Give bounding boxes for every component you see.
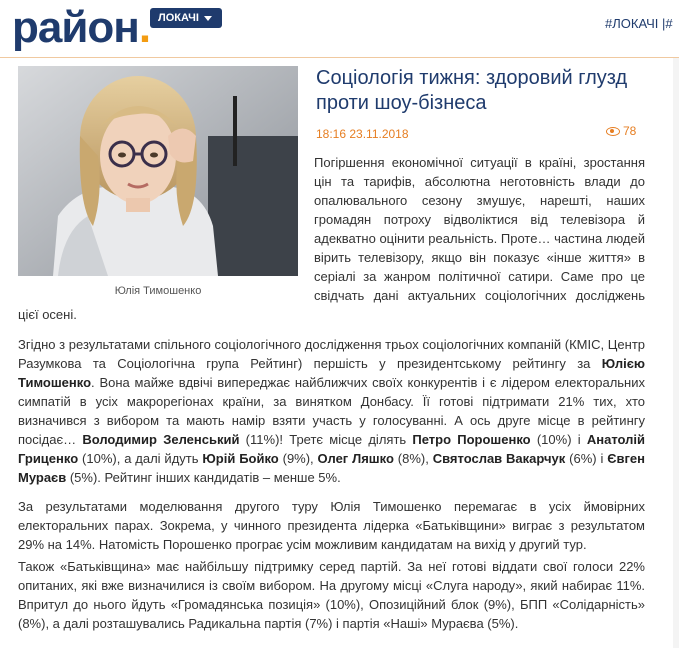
article-paragraph-1 — [18, 335, 645, 487]
candidate-link-tymoshenko[interactable]: Юлією Тимошенко — [18, 356, 645, 390]
candidate-link-liashko[interactable]: Олег Ляшко — [317, 451, 394, 466]
photo-caption: Юлія Тимошенко — [114, 285, 202, 297]
lead-paragraph: Погіршення економічної ситуації в країні, зростання цін та тарифів, абсолютна неготовність влади до опалювального сезону змушує, нарешті, наших громадян потроху відволіктися від телевізора й адекватно оцінити реальність. Проте… частина людей вірить телевізору, якщо він показує «інше життя» в серіалі за жанром політичної сатири. Саме про це свідчать дані актуальних соціологічних досліджень цієї осені. — [18, 155, 645, 322]
paragraph-text: Згідно з результатами спільного соціологічного дослідження трьох соціологічних компаній (КМІС, Центр Разумкова та Соціологічна група Рейтинг) першість у президентському рейтингу за — [18, 337, 645, 371]
scrollbar-track[interactable] — [673, 58, 679, 648]
header-divider — [0, 57, 679, 58]
logo-text: район — [12, 3, 139, 52]
header-tag-link[interactable]: #ЛОКАЧІ |# — [605, 16, 673, 31]
article-lead — [18, 153, 645, 324]
candidate-link-boiko[interactable]: Юрій Бойко — [202, 451, 279, 466]
paragraph-text: (6%) і — [565, 451, 608, 466]
paragraph-text: (11%)! Третє місце ділять — [239, 432, 413, 447]
view-count-value: 78 — [623, 124, 637, 138]
site-logo[interactable] — [12, 2, 150, 54]
candidate-link-vakarchuk[interactable]: Святослав Вакарчук — [432, 451, 566, 466]
locality-dropdown-button[interactable] — [150, 8, 222, 28]
article-title: Соціологія тижня: здоровий глузд проти шоу-бізнеса — [316, 67, 628, 114]
paragraph-text: (5%). Рейтинг інших кандидатів – менше 5%. — [66, 470, 341, 485]
locality-label: ЛОКАЧІ — [158, 12, 199, 24]
chevron-down-icon — [204, 16, 212, 21]
article-paragraph-3: Також «Батьківщина» має найбільшу підтримку серед партій. За неї готові віддати свої голоси 22% опитаних, які вже визначилися із своїм вибором. На другому місці «Слуга народу», який набирає 11%. Впритул до нього йдуть «Громадянська позиція» (10%), Опозиційний блок (9%), БПП «Солідарність» (8%), а далі розташувались Радикальна партія (7%) і партія «Наші» Мураєва (5%). — [18, 559, 645, 631]
paragraph-text: . Вона майже вдвічі випереджає найближчих своїх конкурентів і є лідером електоральних симпатій в усіх макрорегіонах країни, за винятком Донбасу. Її готові підтримати 21% тих, хто визначився з вибором та мають намір взяти участь у голосуванні. А ось друге місце в рейтингу посідає… — [18, 375, 645, 447]
article-datetime: 18:16 23.11.2018 — [316, 127, 409, 141]
article-paragraph-2: За результатами моделювання другого туру Юлія Тимошенко перемагає в усіх ймовірних електоральних парах. Зокрема, у чинного президента лідерка «Батьківщини» виграє з результатом 29% на 14%. Натомість Порошенко програє усім можливим кандидатам на вихід у другий тур. — [18, 499, 645, 552]
paragraph-text: (9%), — [278, 451, 318, 466]
candidate-link-zelensky[interactable]: Володимир Зеленський — [82, 432, 240, 447]
candidate-link-poroshenko[interactable]: Петро Порошенко — [412, 432, 531, 447]
view-count — [606, 124, 636, 138]
eye-icon — [606, 127, 620, 136]
site-header — [0, 0, 679, 58]
paragraph-text: (10%), а далі йдуть — [78, 451, 203, 466]
candidate-link-muraiev[interactable]: Євген Мураєв — [18, 451, 645, 485]
logo-dot: . — [138, 3, 151, 52]
paragraph-text: (8%), — [393, 451, 433, 466]
paragraph-text: (10%) і — [530, 432, 587, 447]
candidate-link-hrytsenko[interactable]: Анатолій Гриценко — [18, 432, 645, 466]
